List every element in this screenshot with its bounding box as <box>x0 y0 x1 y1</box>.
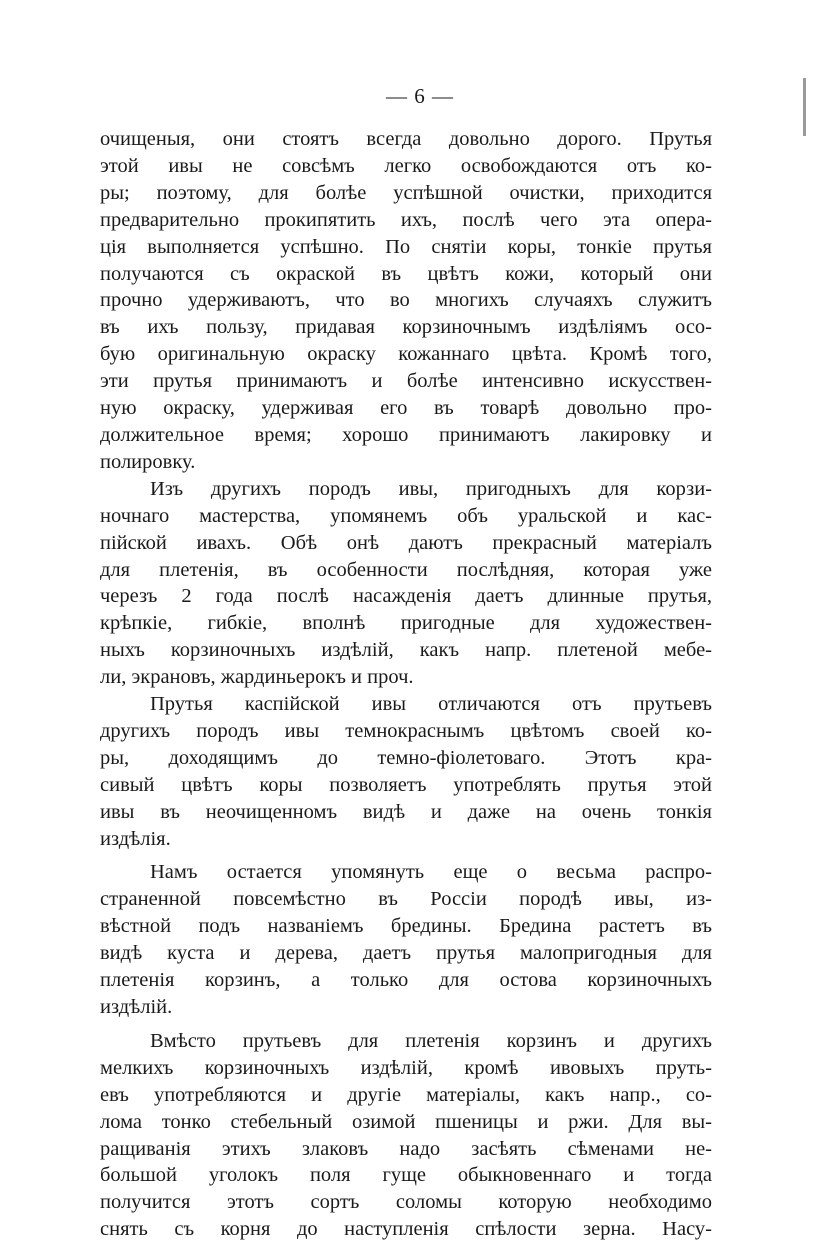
text-line: этой ивы не совсѣмъ легко освобождаются отъ ко- <box>100 154 712 177</box>
text-line: крѣпкіе, гибкіе, вполнѣ пригодные для художествен- <box>100 612 712 635</box>
text-line: издѣлій. <box>100 996 173 1018</box>
text-line: получится этотъ сортъ соломы которую необходимо <box>100 1191 712 1214</box>
paragraph <box>100 1028 712 1243</box>
body-text <box>100 126 712 1243</box>
text-line: эти прутья принимаютъ и болѣе интенсивно искусствен- <box>100 370 712 393</box>
text-line: прочно удерживаютъ, что во многихъ случаяхъ служитъ <box>100 289 712 312</box>
text-line: ли, экрановъ, жардиньерокъ и проч. <box>100 666 414 689</box>
text-line: ивы въ неочищенномъ видѣ и даже на очень тонкія <box>100 800 712 823</box>
page-number: — 6 — <box>386 84 454 108</box>
text-line: Намъ остается упомянуть еще о весьма распро- <box>150 861 712 884</box>
text-line: ную окраску, удерживая его въ товарѣ довольно про- <box>100 397 712 420</box>
text-line: большой уголокъ поля гуще обыкновеннаго и тогда <box>100 1164 712 1187</box>
text-line: ныхъ корзиночныхъ издѣлій, какъ напр. плетеной мебе- <box>100 639 712 662</box>
text-line: вѣстной подъ названіемъ бредины. Бредина растетъ въ <box>100 915 712 938</box>
text-line: издѣлія. <box>100 827 171 850</box>
text-line: евъ употребляются и другіе матеріалы, какъ напр., со- <box>100 1083 712 1106</box>
text-line: снять съ корня до наступленія спѣлости зерна. Насу- <box>100 1218 712 1241</box>
text-line: Изъ другихъ породъ ивы, пригодныхъ для корзи- <box>150 477 712 500</box>
text-line: пійской ивахъ. Обѣ онѣ даютъ прекрасный матеріалъ <box>100 531 712 554</box>
text-line: ночнаго мастерства, упомянемъ объ уральской и кас- <box>100 504 712 527</box>
scan-edge-mark <box>803 78 806 136</box>
text-line: для плетенія, въ особенности послѣдняя, которая уже <box>100 558 712 581</box>
text-line: ры; поэтому, для болѣе успѣшной очистки, приходится <box>100 181 712 204</box>
text-line: бую оригинальную окраску кожаннаго цвѣта. Кромѣ того, <box>100 343 712 366</box>
text-line: Прутья каспійской ивы отличаются отъ прутьевъ <box>150 693 712 716</box>
paragraph <box>100 859 712 1020</box>
text-line: ры, доходящимъ до темно-фіолетоваго. Этотъ кра- <box>100 746 712 769</box>
text-line: получаются съ окраской въ цвѣтъ кожи, который они <box>100 262 712 285</box>
text-line: очищеныя, они стоятъ всегда довольно дорого. Прутья <box>100 128 712 150</box>
text-line: видѣ куста и дерева, даетъ прутья малопригодныя для <box>100 942 712 965</box>
text-line: предварительно прокипятить ихъ, послѣ чего эта опера- <box>100 208 712 231</box>
text-line: сивый цвѣтъ коры позволяетъ употреблять прутья этой <box>100 773 712 796</box>
text-line: Вмѣсто прутьевъ для плетенія корзинъ и другихъ <box>150 1029 712 1052</box>
paragraph-gap <box>100 1021 712 1028</box>
paragraph <box>100 691 712 852</box>
text-line: ція выполняется успѣшно. По снятіи коры, тонкіе прутья <box>100 235 712 258</box>
text-line: плетенія корзинъ, а только для остова корзиночныхъ <box>100 969 712 992</box>
text-line: ращиванія этихъ злаковъ надо засѣять сѣменами не- <box>100 1137 712 1160</box>
text-line: лома тонко стебельный озимой пшеницы и ржи. Для вы- <box>100 1110 712 1133</box>
text-line: страненной повсемѣстно въ Россіи породѣ ивы, из- <box>100 888 712 911</box>
text-line: полировку. <box>100 450 196 473</box>
text-line: въ ихъ пользу, придавая корзиночнымъ издѣліямъ осо- <box>100 316 712 339</box>
paragraph-gap <box>100 852 712 859</box>
paragraph <box>100 476 712 691</box>
paragraph <box>100 126 712 476</box>
text-line: другихъ породъ ивы темнокраснымъ цвѣтомъ своей ко- <box>100 719 712 742</box>
text-line: черезъ 2 года послѣ насажденія даетъ длинные прутья, <box>100 585 712 608</box>
text-line: мелкихъ корзиночныхъ издѣлій, кромѣ ивовыхъ пруть- <box>100 1056 712 1079</box>
text-line: должительное время; хорошо принимаютъ лакировку и <box>100 423 712 446</box>
